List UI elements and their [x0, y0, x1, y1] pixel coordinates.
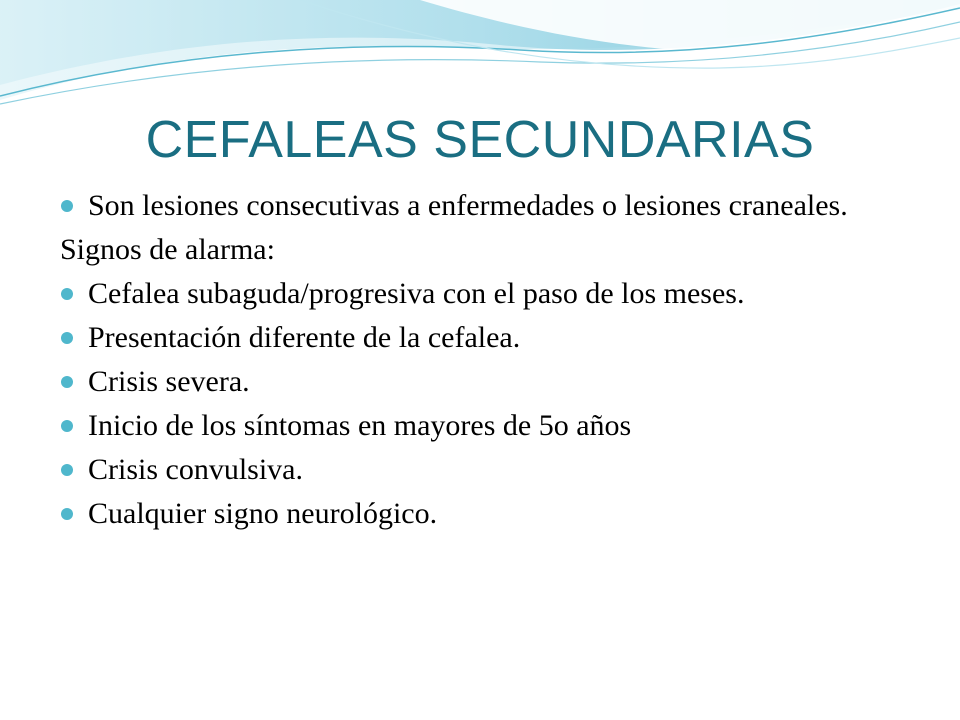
bullet-item [60, 498, 920, 530]
item-text: Crisis severa. [88, 365, 250, 398]
item-text: Signos de alarma: [60, 233, 275, 266]
bullet-dot-icon [61, 376, 73, 388]
subheading [60, 234, 920, 266]
item-text: Cefalea subaguda/progresiva con el paso de los meses. [88, 277, 745, 310]
bullet-dot-icon [61, 464, 73, 476]
bullet-dot-icon [61, 508, 73, 520]
item-text: Presentación diferente de la cefalea. [88, 321, 521, 354]
bullet-dot-icon [61, 420, 73, 432]
item-text: Cualquier signo neurológico. [88, 497, 438, 530]
item-text: Inicio de los síntomas en mayores de 5o años [88, 409, 632, 442]
content-list [60, 190, 920, 542]
bullet-item [60, 278, 920, 310]
bullet-dot-icon [61, 332, 73, 344]
bullet-item [60, 410, 920, 442]
item-text: Crisis convulsiva. [88, 453, 303, 486]
bullet-item [60, 366, 920, 398]
slide-title: CEFALEAS SECUNDARIAS [145, 111, 815, 169]
bullet-dot-icon [61, 288, 73, 300]
item-text: Son lesiones consecutivas a enfermedades o lesiones craneales. [88, 189, 848, 222]
bullet-item [60, 454, 920, 486]
bullet-item [60, 190, 920, 222]
header-wave-decoration [0, 0, 960, 120]
bullet-item [60, 322, 920, 354]
bullet-dot-icon [61, 200, 73, 212]
